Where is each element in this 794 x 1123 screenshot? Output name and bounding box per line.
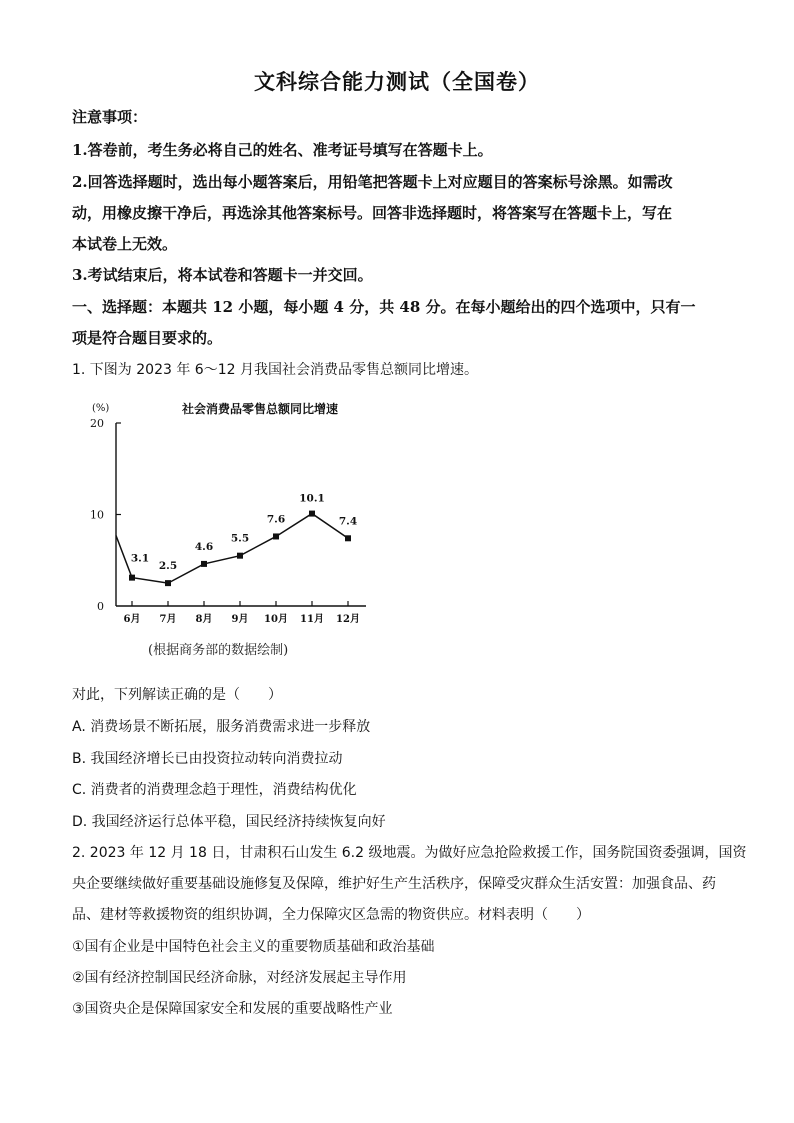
question-2-item-3: ③国资央企是保障国家安全和发展的重要战略性产业: [72, 1001, 393, 1017]
notice-line-3: 动，用橡皮擦干净后，再选涂其他答案标号。回答非选择题时，将答案写在答题卡上，写在: [72, 204, 673, 222]
x-tick-label: 11月: [300, 614, 324, 625]
question-1-prompt: 对此，下列解读正确的是（ ）: [72, 687, 282, 703]
y-unit-label: (%): [92, 403, 110, 414]
data-label: 10.1: [299, 492, 325, 505]
question-1-stem: 1. 下图为 2023 年 6～12 月我国社会消费品零售总额同比增速。: [72, 362, 478, 378]
data-point: [237, 553, 243, 559]
data-point: [273, 533, 279, 539]
data-point: [201, 561, 207, 567]
chart-title: 社会消费品零售总额同比增速: [182, 402, 339, 416]
question-2-line-3: 品、建材等救援物资的组织协调，全力保障灾区急需的物资供应。材料表明（ ）: [72, 907, 590, 923]
series-line: [116, 514, 348, 584]
question-1-option-b: B. 我国经济增长已由投资拉动转向消费拉动: [72, 751, 343, 767]
data-point: [165, 580, 171, 586]
x-tick-label: 12月: [336, 614, 360, 625]
page-title: 文科综合能力测试（全国卷）: [254, 69, 540, 94]
data-label: 7.6: [266, 513, 286, 526]
data-label: 5.5: [230, 532, 250, 545]
notice-line-5: 3.考试结束后，将本试卷和答题卡一并交回。: [72, 266, 373, 284]
notice-line-1: 1.答卷前，考生务必将自己的姓名、准考证号填写在答题卡上。: [72, 141, 493, 159]
y-tick-label: 20: [90, 417, 104, 430]
x-tick-label: 9月: [231, 614, 249, 625]
data-label: 4.6: [194, 540, 214, 553]
question-2-line-2: 央企要继续做好重要基础设施修复及保障，维护好生产生活秩序，保障受灾群众生活安置：加强食品、药: [72, 876, 716, 892]
section-heading-line-2: 项是符合题目要求的。: [72, 329, 223, 347]
data-label: 7.4: [338, 515, 358, 528]
notice-line-2: 2.回答选择题时，选出每小题答案后，用铅笔把答题卡上对应题目的答案标号涂黑。如需改: [72, 173, 673, 191]
notice-heading: 注意事项：: [72, 108, 148, 126]
chart-caption: (根据商务部的数据绘制): [148, 643, 289, 658]
y-tick-label: 0: [97, 600, 104, 613]
x-tick-label: 8月: [195, 614, 213, 625]
question-1-option-c: C. 消费者的消费理念趋于理性，消费结构优化: [72, 782, 357, 798]
question-1-option-d: D. 我国经济运行总体平稳，国民经济持续恢复向好: [72, 814, 386, 830]
question-2-item-1: ①国有企业是中国特色社会主义的重要物质基础和政治基础: [72, 939, 435, 955]
x-tick-label: 10月: [264, 614, 288, 625]
notice-line-4: 本试卷上无效。: [72, 235, 178, 253]
line-chart: [86, 392, 386, 672]
data-point: [345, 535, 351, 541]
question-2-item-2: ②国有经济控制国民经济命脉，对经济发展起主导作用: [72, 970, 407, 986]
data-point: [309, 511, 315, 517]
data-label: 2.5: [158, 560, 178, 573]
question-1-option-a: A. 消费场景不断拓展，服务消费需求进一步释放: [72, 719, 371, 735]
y-tick-label: 10: [90, 508, 104, 522]
data-label: 3.1: [130, 552, 150, 565]
question-2-line-1: 2. 2023 年 12 月 18 日，甘肃积石山发生 6.2 级地震。为做好应急抢险救援工作，国务院国资委强调，国资: [72, 845, 747, 861]
x-tick-label: 7月: [159, 614, 177, 625]
data-point: [129, 575, 135, 581]
x-tick-label: 6月: [123, 614, 141, 625]
section-heading-line-1: 一、选择题：本题共 12 小题，每小题 4 分，共 48 分。在每小题给出的四个选项中，只有一: [72, 298, 696, 316]
